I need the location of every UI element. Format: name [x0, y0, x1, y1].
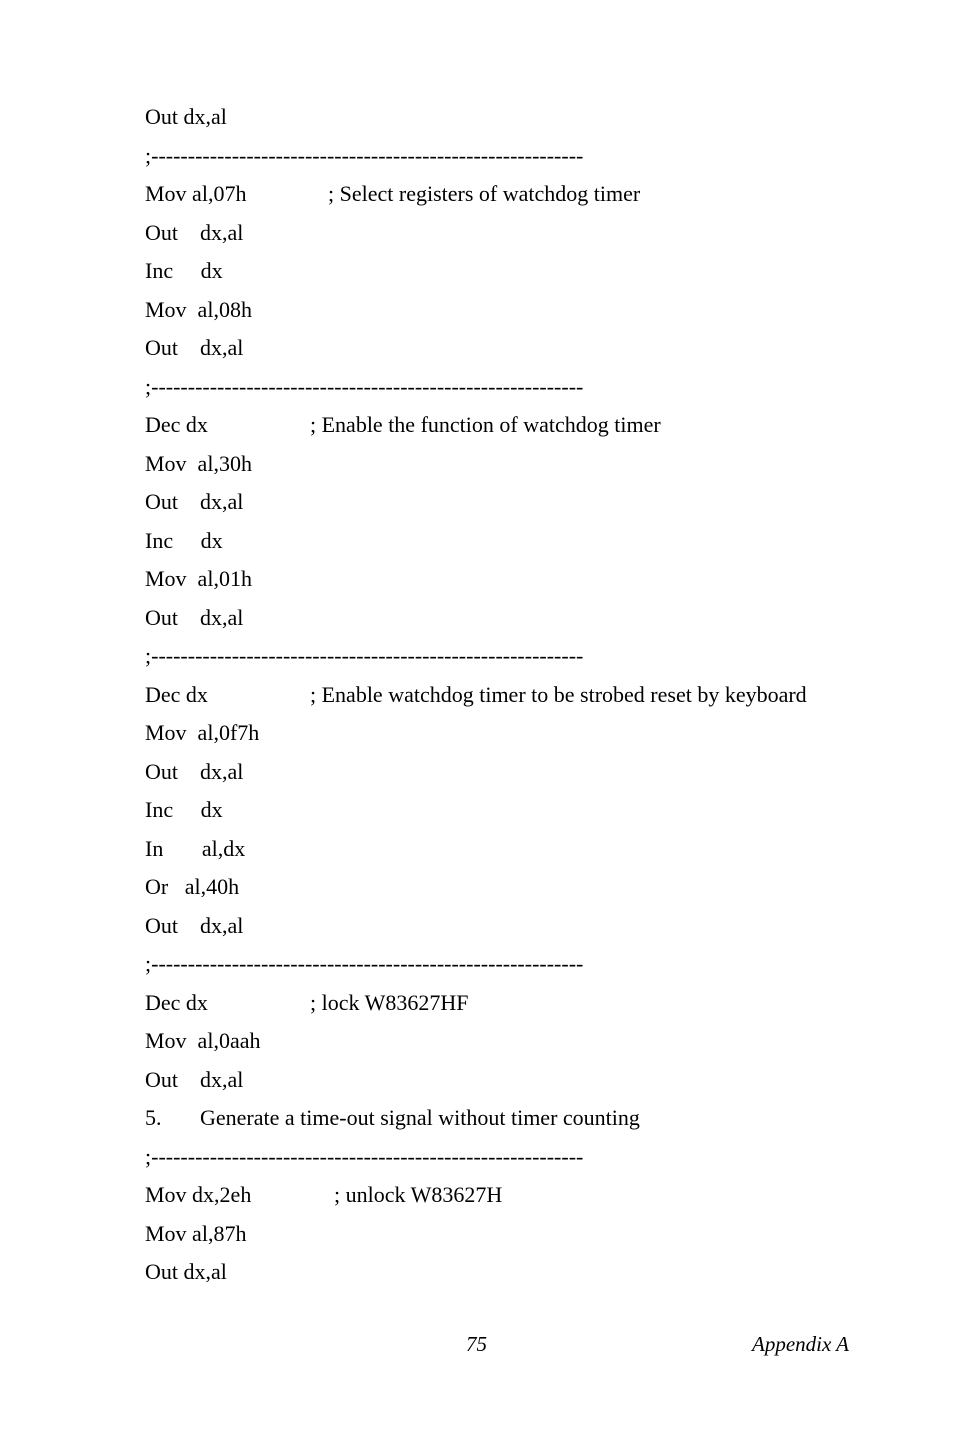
separator-text: ;----------------------------------------------------------- [145, 643, 584, 668]
code-text: Mov dx,2eh [145, 1182, 252, 1207]
code-line [145, 1253, 905, 1292]
code-line [145, 291, 905, 330]
code-line [145, 907, 905, 946]
code-text: Inc dx [145, 797, 223, 822]
separator-line [145, 137, 905, 176]
code-text: Dec dx [145, 412, 208, 437]
code-text: Out dx,al [145, 335, 244, 360]
separator-line [145, 637, 905, 676]
code-line [145, 445, 905, 484]
code-line [145, 406, 905, 445]
code-text: Mov al,87h [145, 1220, 247, 1246]
separator-text: ;----------------------------------------------------------- [145, 373, 584, 399]
code-line [145, 214, 905, 253]
section-heading [145, 1099, 905, 1138]
code-text: Out dx,al [145, 219, 244, 245]
code-text: Mov al,0aah [145, 1028, 261, 1053]
separator-text: ;----------------------------------------------------------- [145, 1143, 584, 1169]
code-text: Mov al,0f7h [145, 720, 260, 745]
footer-section-label: Appendix A [752, 1332, 850, 1356]
code-line [145, 714, 905, 753]
separator-text: ;----------------------------------------------------------- [145, 142, 584, 168]
code-line [145, 599, 905, 638]
code-text: Inc dx [145, 527, 223, 553]
code-text: Out dx,al [145, 104, 227, 129]
separator-text: ;----------------------------------------------------------- [145, 951, 584, 976]
code-text: Out dx,al [145, 1066, 244, 1092]
separator-line [145, 1138, 905, 1177]
code-text: Mov al,07h [145, 181, 247, 206]
code-text: Dec dx [145, 989, 208, 1015]
code-line [145, 984, 905, 1023]
code-line [145, 1022, 905, 1061]
code-comment: ; Select registers of watchdog timer [328, 181, 641, 206]
code-text: Out dx,al [145, 604, 244, 630]
code-text: Out dx,al [145, 912, 244, 938]
code-line [145, 868, 905, 907]
code-line [145, 1215, 905, 1254]
code-text: Out dx,al [145, 1259, 227, 1284]
code-line [145, 753, 905, 792]
code-line [145, 329, 905, 368]
code-text: Out dx,al [145, 489, 244, 514]
heading-text: 5. Generate a time-out signal without timer counting [145, 1105, 640, 1130]
code-line [145, 791, 905, 830]
code-comment: ; Enable watchdog timer to be strobed reset by keyboard [310, 681, 807, 707]
code-comment: ; lock W83627HF [310, 989, 469, 1015]
code-line [145, 98, 905, 137]
code-line [145, 676, 905, 715]
code-line [145, 830, 905, 869]
code-comment: ; Enable the function of watchdog timer [310, 412, 661, 437]
code-text: Dec dx [145, 681, 208, 707]
code-listing [145, 98, 905, 1292]
page-number: 75 [466, 1332, 487, 1356]
code-line [145, 483, 905, 522]
code-line [145, 522, 905, 561]
separator-line [145, 945, 905, 984]
code-text: Or al,40h [145, 874, 240, 899]
code-text: In al,dx [145, 835, 246, 861]
code-text: Mov al,01h [145, 566, 252, 591]
code-line [145, 1176, 905, 1215]
code-text: Out dx,al [145, 758, 244, 784]
code-text: Mov al,30h [145, 450, 252, 476]
separator-line [145, 368, 905, 407]
code-comment: ; unlock W83627H [334, 1182, 503, 1207]
code-line [145, 1061, 905, 1100]
code-text: Inc dx [145, 258, 223, 283]
code-text: Mov al,08h [145, 296, 252, 322]
code-line [145, 560, 905, 599]
code-line [145, 252, 905, 291]
code-line [145, 175, 905, 214]
